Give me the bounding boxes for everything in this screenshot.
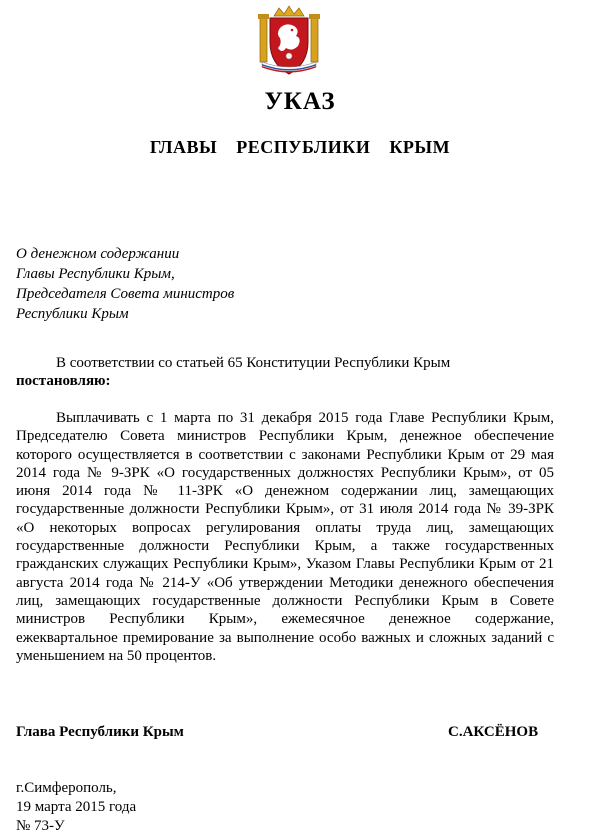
signatory-name: С.АКСЁНОВ bbox=[448, 724, 539, 740]
subject-line: О денежном содержании bbox=[16, 246, 180, 262]
crimea-coat-of-arms-icon bbox=[252, 4, 326, 78]
decree-number: № 73-У bbox=[16, 818, 65, 834]
preamble bbox=[16, 354, 554, 391]
issue-date: 19 марта 2015 года bbox=[16, 799, 137, 815]
decree-footer bbox=[16, 779, 136, 836]
signatory-position: Глава Республики Крым bbox=[16, 724, 184, 740]
subject-line: Республики Крым bbox=[16, 306, 129, 322]
subject-line: Главы Республики Крым, bbox=[16, 266, 175, 282]
document-subtitle: ГЛАВЫ РЕСПУБЛИКИ КРЫМ bbox=[149, 137, 451, 157]
decree-word: постановляю: bbox=[16, 373, 111, 390]
issue-place: г.Симферополь, bbox=[16, 780, 117, 796]
document-title: УКАЗ bbox=[264, 88, 336, 115]
preamble-text: В соответствии со статьей 65 Конституции Республики Крым bbox=[56, 355, 451, 371]
main-paragraph-text: Выплачивать с 1 марта по 31 декабря 2015 года Главе Республики Крым, Председателю Совета министров Республики Крым, денежное обеспечение которого осуществляется в соответствии с законами Республики Крым от 29 мая 2014 года № 9-ЗРК «О государственных должностях Республики Крым», от 05 июня 2014 года № 11-ЗРК «О денежном содержании лиц, замещающих государственные должности Республики Крым», от 31 июля 2014 года № 39-ЗРК «О некоторых вопросах регулирования оплаты труда лиц, замещающих государственные должности Республики Крым, а также государственных гражданских служащих Республики Крым», Указом Главы Республики Крым от 21 августа 2014 года № 214-У «Об утверждении Методики денежного обеспечения лиц, замещающих государственные должности Республики Крым в Совете министров Республики Крым», ежемесячное денежное содержание, ежеквартальное премирование за выполнение особо важных и сложных заданий с уменьшением на 50 процентов. bbox=[16, 410, 554, 664]
main-paragraph bbox=[16, 409, 554, 665]
subject-line: Председателя Совета министров bbox=[16, 286, 235, 302]
decree-subject bbox=[16, 244, 234, 324]
